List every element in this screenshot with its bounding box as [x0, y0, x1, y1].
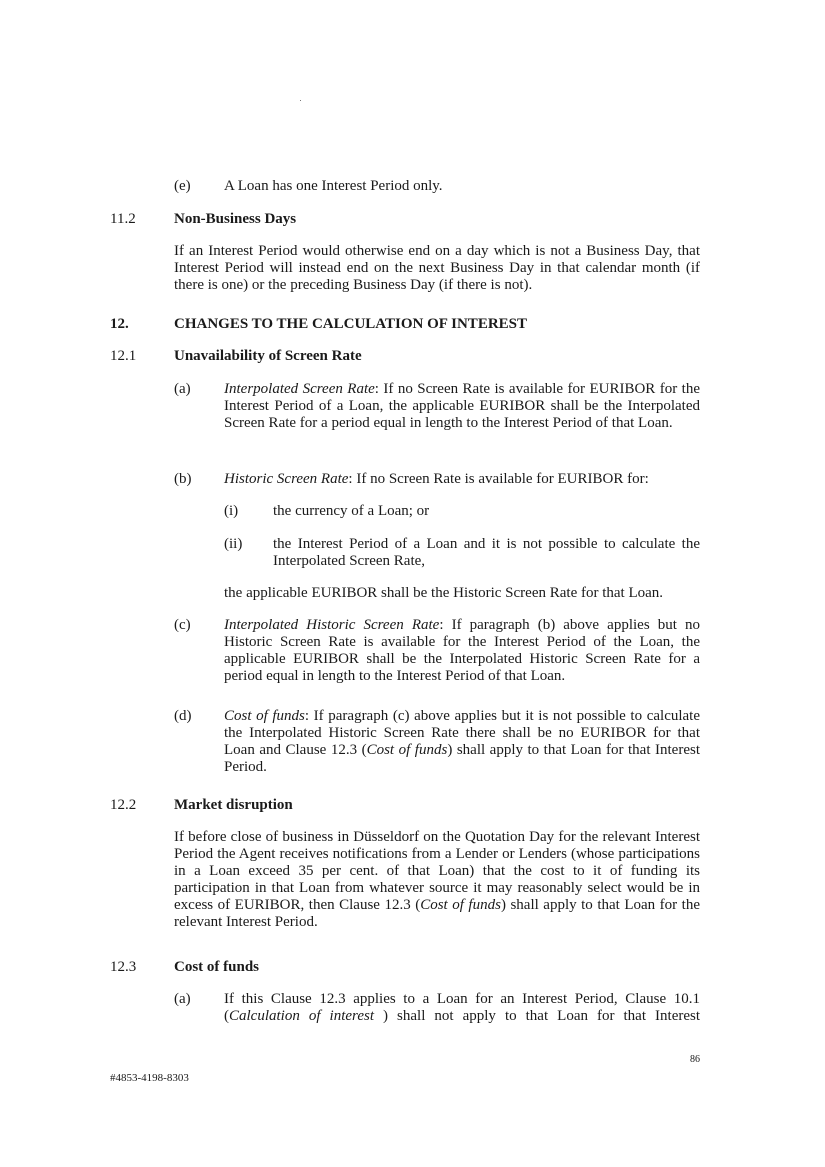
clause-12-1-b-tail: the applicable EURIBOR shall be the Historic Screen Rate for that Loan. [224, 585, 664, 601]
clause-12-2-number: 12.2 [110, 797, 137, 813]
clause-reference: Cost of funds [366, 742, 448, 758]
clause-12-heading: CHANGES TO THE CALCULATION OF INTEREST [174, 316, 528, 332]
clause-12-1-c-text [224, 617, 700, 685]
clause-text: If before close of business in Düsseldorf on the Quotation Day for the relevant Interest Period the Agent receives notifications from a Lender or Lenders (whose participations in a Loan exceed 35 per cent. of that Loan) that the cost to it of funding its participation in that Loan from whatever source it may reasonably select would be in excess of EURIBOR, then Clause 12.3 ( [174, 829, 700, 913]
clause-12-2-heading: Market disruption [174, 797, 293, 813]
defined-term: Interpolated Historic Screen Rate [224, 617, 440, 633]
defined-term: Historic Screen Rate [224, 471, 349, 487]
page-number: 86 [690, 1054, 700, 1065]
clause-12-1-heading: Unavailability of Screen Rate [174, 348, 362, 364]
clause-12-1-d-label: (d) [174, 708, 192, 724]
clause-11-2-paragraph: If an Interest Period would otherwise end on a day which is not a Business Day, that Interest Period will instead end on the next Business Day in that calendar month (if there is one) or the preceding Business Day (if there is not). [174, 243, 700, 293]
clause-text: : If no Screen Rate is available for EURIBOR for: [348, 471, 649, 487]
scan-speck [300, 100, 301, 101]
clause-text: ) shall apply to that Loan for that Interest Period. [224, 742, 700, 775]
clause-text: : If no Screen Rate is available for EURIBOR for the Interest Period of a Loan, the applicable EURIBOR shall be the Interpolated Screen Rate for a period equal in length to the Interest Period of that Loan. [224, 381, 700, 431]
item-e-text: A Loan has one Interest Period only. [224, 178, 443, 194]
clause-text: ) shall not apply to that Loan for that Interest [374, 1008, 701, 1024]
clause-12-1-b-ii-text: the Interest Period of a Loan and it is not possible to calculate the Interpolated Screen Rate, [273, 536, 700, 569]
defined-term: Interpolated Screen Rate [224, 381, 375, 397]
clause-11-2-number: 11.2 [110, 211, 136, 227]
document-reference: #4853-4198-8303 [110, 1072, 189, 1084]
clause-12-1-d-text [224, 708, 700, 776]
clause-text: If this Clause 12.3 applies to a Loan for an Interest Period, Clause 10.1 ( [224, 991, 700, 1024]
clause-12-1-b-ii-label: (ii) [224, 536, 243, 552]
clause-12-1-number: 12.1 [110, 348, 137, 364]
clause-12-3-a-label: (a) [174, 991, 191, 1007]
clause-text: : If paragraph (c) above applies but it is not possible to calculate the Interpolated Historic Screen Rate there shall be no EURIBOR for that Loan and Clause 12.3 ( [224, 708, 700, 758]
clause-12-1-b-label: (b) [174, 471, 192, 487]
clause-12-1-a-text [224, 381, 700, 432]
clause-12-1-c-label: (c) [174, 617, 191, 633]
clause-11-2-heading: Non-Business Days [174, 211, 297, 227]
clause-reference: Cost of funds [420, 897, 501, 913]
clause-12-1-a-label: (a) [174, 381, 191, 397]
clause-text: ) shall apply to that Loan for the relevant Interest Period. [174, 897, 700, 930]
clause-text: : If paragraph (b) above applies but no Historic Screen Rate is available for the Interest Period of the Loan, the applicable EURIBOR shall be the Interpolated Historic Screen Rate for a period equal in length to the Interest Period of that Loan. [224, 617, 701, 684]
clause-12-1-b-i-text: the currency of a Loan; or [273, 503, 430, 519]
clause-12-1-b-i-label: (i) [224, 503, 239, 519]
clause-12-3-number: 12.3 [110, 959, 137, 975]
clause-12-1-b-text [224, 471, 700, 488]
clause-12-number: 12. [110, 316, 129, 332]
item-e-label: (e) [174, 178, 191, 194]
clause-12-2-paragraph [174, 829, 700, 931]
defined-term: Cost of funds [224, 708, 305, 724]
clause-12-3-heading: Cost of funds [174, 959, 260, 975]
clause-reference: Calculation of interest [229, 1008, 374, 1024]
clause-12-3-a-text [224, 991, 700, 1025]
